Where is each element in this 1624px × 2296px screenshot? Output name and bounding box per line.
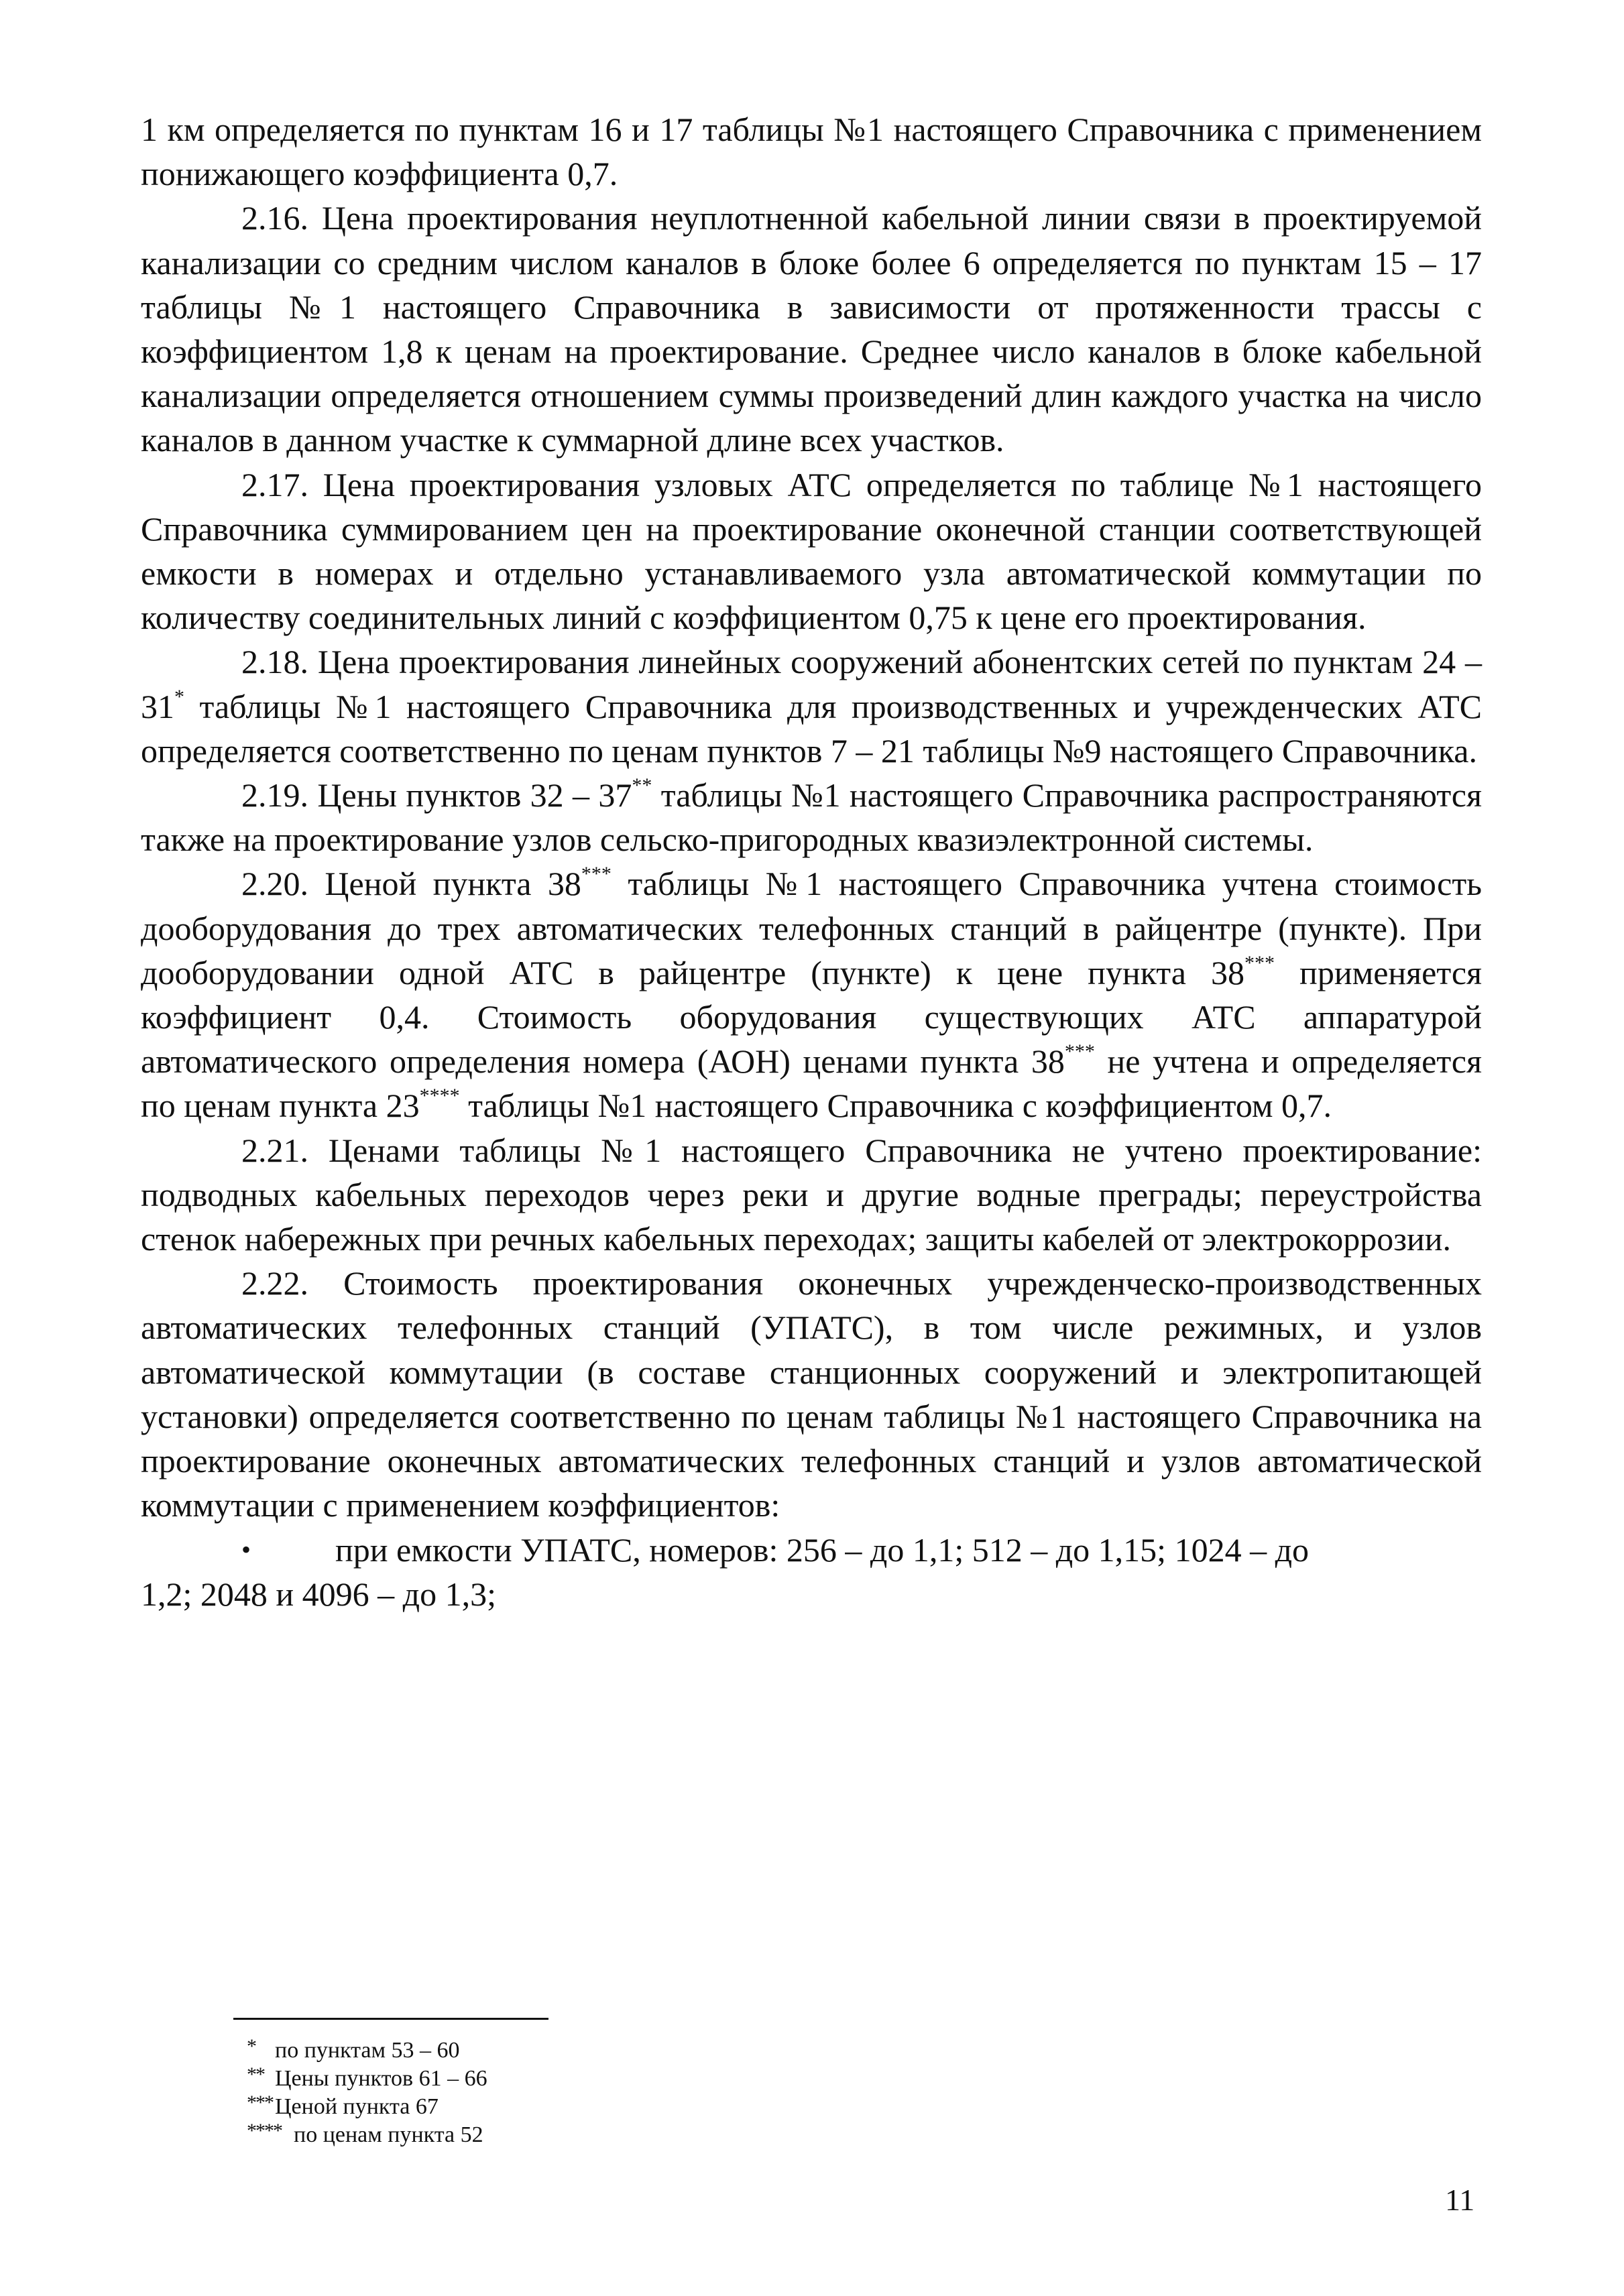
footnote-mark: *	[247, 2035, 255, 2057]
paragraph-text: таблицы №1 настоящего Справочника учтена стоимость дооборудования до трех автоматических телефонных станций в райцентре (пункте). При дооборудовании одной АТС в райцентре (пункте) к цене пункта 38	[141, 865, 1483, 991]
footnote-text: по пунктам 53 – 60	[275, 2038, 460, 2063]
paragraph-continuation	[141, 107, 1482, 196]
paragraph-2-18	[141, 640, 1482, 773]
footnote-separator	[233, 2018, 548, 2020]
paragraph-text: таблицы №1 настоящего Справочника распространяются также на проектирование узлов сельско-пригородных квазиэлектронной системы.	[141, 776, 1482, 859]
paragraph-text: 2.17. Цена проектирования узловых АТС определяется по таблице №1 настоящего Справочника суммированием цен на проектирование оконечной станции соответствующей емкости в номерах и отдельно устанавливаемого узла автоматической коммутации по количеству соединительных линий с коэффициентом 0,75 к цене его проектирования.	[141, 465, 1482, 637]
footnote	[247, 2037, 917, 2065]
paragraph-text: 2.20. Ценой пункта 38	[241, 865, 581, 903]
footnotes	[247, 2037, 917, 2149]
paragraph-2-16	[141, 196, 1482, 462]
paragraph-text: 2.21. Ценами таблицы №1 настоящего Справочника не учтено проектирование: подводных кабельных переходов через реки и другие водные преграды; переустройства стенок набережных при речных кабельных переходах; защиты кабелей от электрокоррозии.	[141, 1131, 1482, 1258]
paragraph-2-19	[141, 773, 1482, 861]
paragraph-text: 2.16. Цена проектирования неуплотненной кабельной линии связи в проектируемой канализации со средним числом каналов в блоке более 6 определяется по пунктам 15 – 17 таблицы №1 настоящего Справочника в зависимости от протяженности трассы с коэффициентом 1,8 к ценам на проектирование. Среднее число каналов в блоке кабельной канализации определяется отношением суммы произведений длин каждого участка на число каналов в данном участке к суммарной длине всех участков.	[141, 199, 1482, 459]
footnote	[247, 2121, 917, 2149]
paragraph-text: таблицы №1 настоящего Справочника для производственных и учрежденческих АТС определяется соответственно по ценам пунктов 7 – 21 таблицы №9 настоящего Справочника.	[141, 687, 1482, 770]
paragraph-2-17	[141, 463, 1482, 640]
footnote-text: по ценам пункта 52	[294, 2122, 483, 2147]
paragraph-text: таблицы №1 настоящего Справочника с коэффициентом 0,7.	[459, 1087, 1332, 1125]
bullet-text-line-1: при емкости УПАТС, номеров: 256 – до 1,1; 512 – до 1,15; 1024 – до	[335, 1530, 1310, 1569]
footnote-mark: ****	[247, 2120, 282, 2142]
footnote-ref: **	[632, 774, 652, 797]
footnote-ref: ***	[1064, 1040, 1095, 1063]
bullet-list-item	[141, 1528, 1482, 1616]
footnote	[247, 2093, 917, 2121]
paragraph-text: 2.19. Цены пунктов 32 – 37	[241, 776, 632, 814]
paragraph-text: 2.22. Стоимость проектирования оконечных учрежденческо-производственных автоматических телефонных станций (УПАТС), в том числе режимных, и узлов автоматической коммутации (в составе станционных сооружений и электропитающей установки) определяется соответственно по ценам таблицы №1 настоящего Справочника на проектирование оконечных автоматических телефонных станций и узлов автоматической коммутации с применением коэффициентов:	[141, 1264, 1482, 1524]
paragraph-text: применяется коэффициент 0,4. Стоимость оборудования существующих АТС аппаратурой автоматического определения номера (АОН) ценами пункта 38	[141, 953, 1483, 1081]
footnote	[247, 2065, 917, 2093]
footnote-ref: ***	[1244, 951, 1275, 974]
footnote-mark: **	[247, 2063, 264, 2086]
footnote-mark: ***	[247, 2092, 273, 2114]
paragraph-2-21	[141, 1128, 1482, 1262]
page-number: 11	[1445, 2183, 1475, 2217]
body-text	[141, 107, 1482, 1616]
paragraph-text: 2.18. Цена проектирования линейных сооружений абонентских сетей по пунктам 24 – 31	[141, 643, 1482, 725]
paragraph-text: не учтена и определяется по ценам пункта 23	[141, 1042, 1482, 1125]
footnote-ref: ****	[419, 1085, 460, 1107]
paragraph-2-20	[141, 861, 1482, 1128]
paragraph-text: 1 км определяется по пунктам 16 и 17 таблицы №1 настоящего Справочника с применением понижающего коэффициента 0,7.	[141, 111, 1482, 193]
footnote-text: Ценой пункта 67	[275, 2094, 439, 2119]
footnote-ref: ***	[581, 863, 612, 886]
bullet-text-line-2: 1,2; 2048 и 4096 – до 1,3;	[141, 1575, 496, 1613]
paragraph-2-22	[141, 1261, 1482, 1527]
footnote-ref: *	[174, 685, 184, 708]
footnote-text: Цены пунктов 61 – 66	[275, 2066, 487, 2091]
bullet-icon: •	[241, 1534, 251, 1565]
